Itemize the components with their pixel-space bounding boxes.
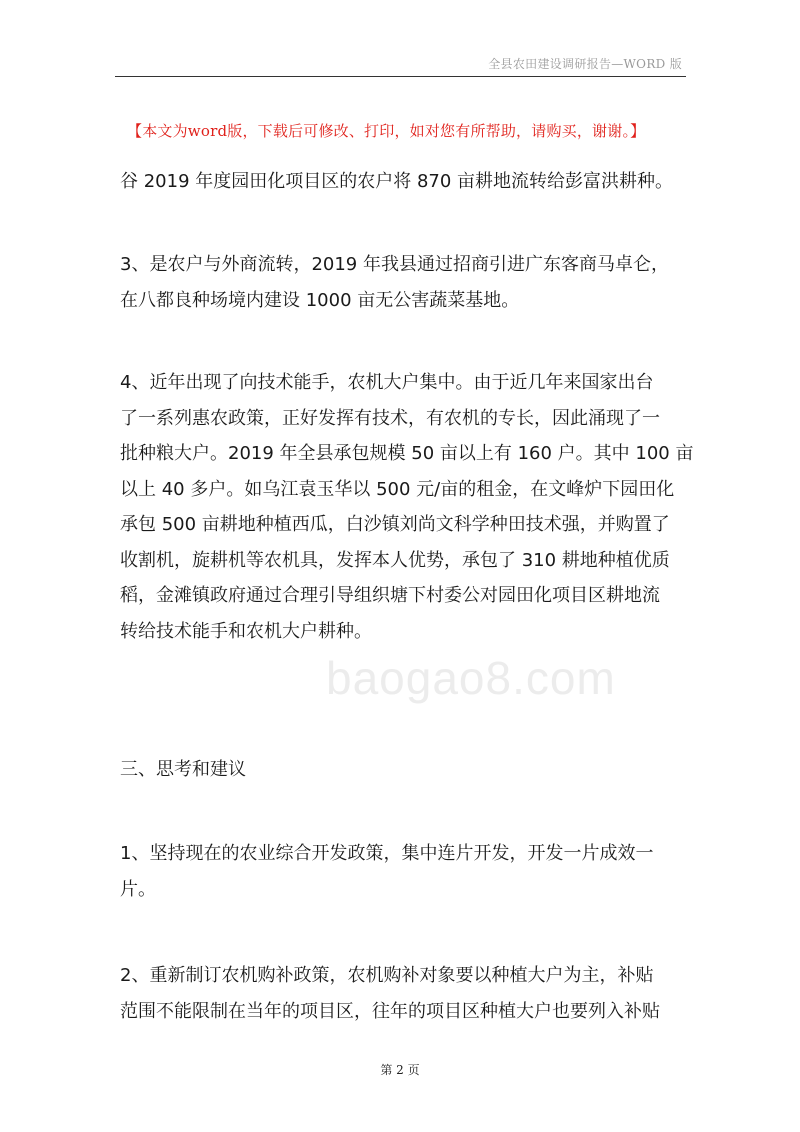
paragraph-line: 收割机，旋耕机等农机具，发挥本人优势，承包了 310 耕地种植优质 [120, 549, 670, 571]
paragraph-line: 在八都良种场境内建设 1000 亩无公害蔬菜基地。 [120, 289, 520, 311]
paragraph-line: 1、坚持现在的农业综合开发政策，集中连片开发，开发一片成效一 [120, 843, 654, 864]
paragraph-line: 4、近年出现了向技术能手，农机大户集中。由于近几年来国家出台 [120, 372, 654, 393]
paragraph-4 [120, 836, 692, 907]
page-number: 第 2 页 [380, 1063, 420, 1077]
paragraph-line: 了一系列惠农政策，正好发挥有技术，有农机的专长，因此涌现了一 [120, 407, 660, 429]
paragraph-line: 2、重新制订农机购补政策，农机购补对象要以种植大户为主，补贴 [120, 965, 654, 986]
paragraph-line: 稻，金滩镇政府通过合理引导组织塘下村委公对园田化项目区耕地流 [120, 585, 660, 606]
paragraph-line: 以上 40 多户。如乌江袁玉华以 500 元/亩的租金，在文峰炉下园田化 [120, 478, 675, 500]
paragraph-line: 转给技术能手和农机大户耕种。 [120, 620, 372, 642]
section-heading-text: 三、思考和建议 [120, 759, 246, 780]
purchase-notice: 【本文为word版，下载后可修改、打印，如对您有所帮助，请购买，谢谢。】 [127, 122, 646, 140]
paragraph-line: 批种粮大户。2019 年全县承包规模 50 亩以上有 160 户。其中 100 亩 [120, 443, 694, 464]
paragraph-line: 承包 500 亩耕地种植西瓜，白沙镇刘尚文科学种田技术强，并购置了 [120, 514, 670, 535]
paragraph-5 [120, 958, 692, 1029]
paragraph-line: 3、是农户与外商流转，2019 年我县通过招商引进广东客商马卓仑， [120, 254, 669, 275]
paragraph-line: 范围不能限制在当年的项目区，往年的项目区种植大户也要列入补贴 [120, 1000, 660, 1022]
header-divider [115, 76, 686, 77]
document-header-title: 全县农田建设调研报告—WORD 版 [488, 57, 682, 71]
paragraph-1 [120, 164, 692, 200]
section-heading [120, 752, 692, 788]
paragraph-line: 片。 [120, 878, 156, 900]
paragraph-3 [120, 365, 692, 649]
watermark-logo: baogao8.com [326, 652, 616, 704]
paragraph-line: 谷 2019 年度园田化项目区的农户将 870 亩耕地流转给彭富洪耕种。 [120, 171, 674, 192]
paragraph-2 [120, 247, 692, 318]
